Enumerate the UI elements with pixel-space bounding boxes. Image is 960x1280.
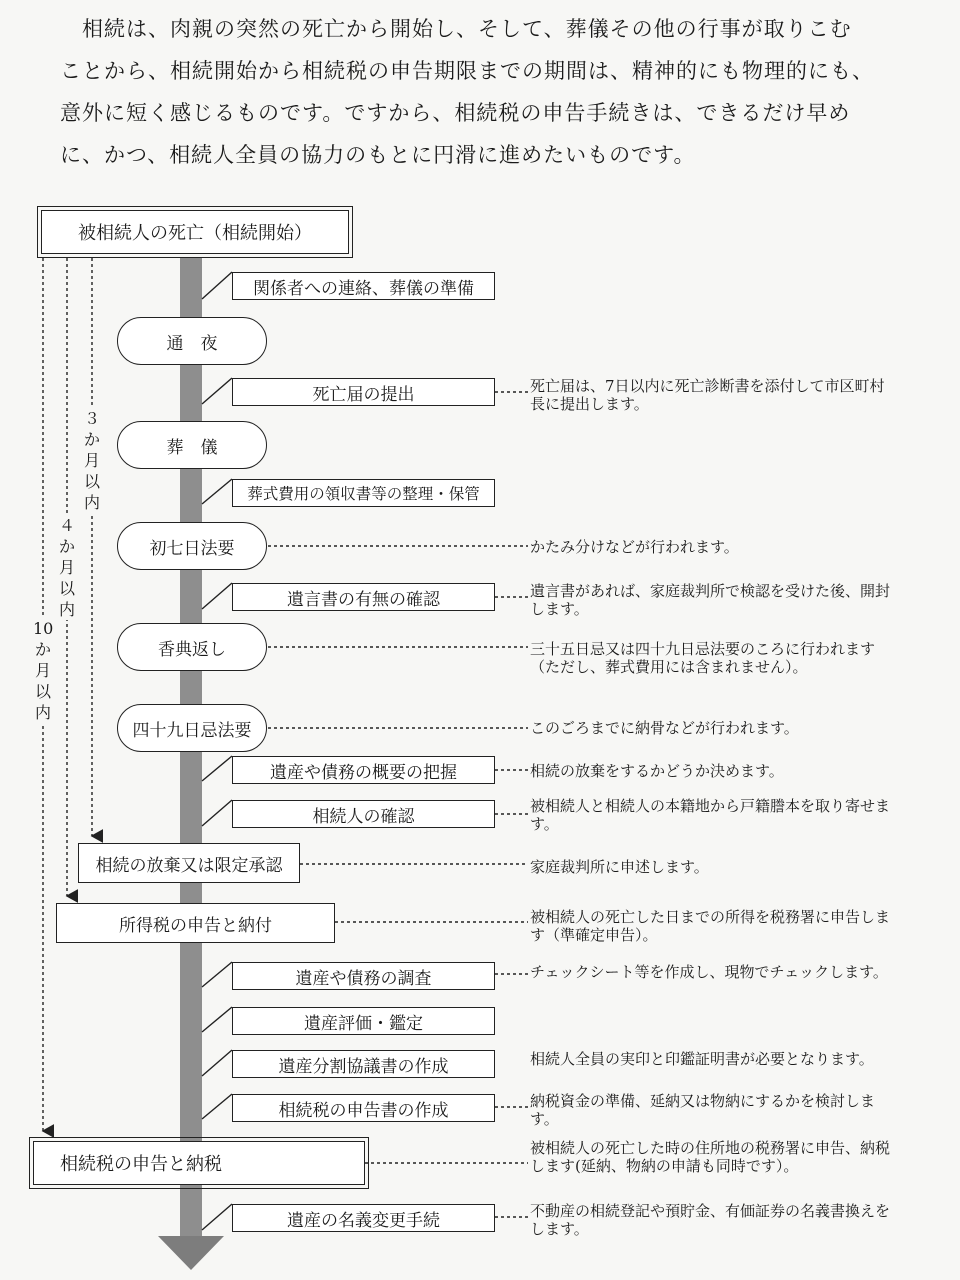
note-title-transfer: 不動産の相続登記や預貯金、有価証券の名義書換えをします。 bbox=[530, 1202, 891, 1238]
event-valuation-box: 遺産評価・鑑定 bbox=[232, 1007, 495, 1035]
note-shijukunichi: このごろまでに納骨などが行われます。 bbox=[530, 719, 799, 737]
note-income-tax: 被相続人の死亡した日までの所得を税務署に申告します（準確定申告）。 bbox=[530, 908, 891, 944]
event-receipts-box: 葬式費用の領収書等の整理・保管 bbox=[232, 479, 495, 507]
note-shonanoka: かたみ分けなどが行われます。 bbox=[530, 538, 739, 556]
event-will-check-box: 遺言書の有無の確認 bbox=[232, 583, 495, 611]
note-death-notice: 死亡届は、7日以内に死亡診断書を添付して市区町村長に提出します。 bbox=[530, 377, 885, 413]
event-income-tax-box: 所得税の申告と納付 bbox=[56, 903, 335, 943]
event-death-notice-box: 死亡届の提出 bbox=[232, 378, 495, 406]
event-koden-pill: 香典返し bbox=[117, 623, 267, 671]
event-estate-survey-box: 遺産や債務の調査 bbox=[232, 962, 495, 990]
event-funeral-pill: 葬 儀 bbox=[117, 421, 267, 469]
start-box: 被相続人の死亡（相続開始） bbox=[41, 210, 349, 254]
event-heir-check-box: 相続人の確認 bbox=[232, 800, 495, 828]
event-renounce-box: 相続の放棄又は限定承認 bbox=[78, 843, 300, 883]
event-division-box: 遺産分割協議書の作成 bbox=[232, 1050, 495, 1078]
note-renounce: 家庭裁判所に申述します。 bbox=[530, 858, 709, 876]
note-division: 相続人全員の実印と印鑑証明書が必要となります。 bbox=[530, 1050, 874, 1068]
intro-line: 相続は、肉親の突然の死亡から開始し、そして、葬儀その他の行事が取りこむ bbox=[82, 17, 852, 41]
event-contact-box: 関係者への連絡、葬儀の準備 bbox=[232, 272, 495, 300]
deadline-label-3-months: ３か月以内 bbox=[83, 409, 100, 512]
intro-line: ことから、相続開始から相続税の申告期限までの期間は、精神的にも物理的にも、 bbox=[60, 59, 874, 83]
note-estate-overview: 相続の放棄をするかどうか決めます。 bbox=[530, 762, 784, 780]
deadline-label-4-months: ４か月以内 bbox=[58, 516, 75, 619]
event-estate-overview-box: 遺産や債務の概要の把握 bbox=[232, 756, 495, 784]
event-inheritance-tax-box: 相続税の申告と納税 bbox=[33, 1141, 365, 1185]
event-tsuya-pill: 通 夜 bbox=[117, 317, 267, 365]
note-estate-survey: チェックシート等を作成し、現物でチェックします。 bbox=[530, 963, 888, 981]
note-koden: 三十五日忌又は四十九日忌法要のころに行われます（ただし、葬式費用には含まれません）。 bbox=[530, 640, 876, 676]
note-heir-check: 被相続人と相続人の本籍地から戸籍謄本を取り寄せます。 bbox=[530, 797, 891, 833]
note-inheritance-tax: 被相続人の死亡した時の住所地の税務署に申告、納税します(延納、物納の申請も同時です）。 bbox=[530, 1139, 891, 1175]
event-return-prep-box: 相続税の申告書の作成 bbox=[232, 1094, 495, 1122]
intro-line: 意外に短く感じるものです。ですから、相続税の申告手続きは、できるだけ早め bbox=[60, 101, 851, 125]
deadline-label-10-months: 10か月以内 bbox=[33, 619, 54, 722]
note-will-check: 遺言書があれば、家庭裁判所で検認を受けた後、開封します。 bbox=[530, 582, 891, 618]
event-title-transfer-box: 遺産の名義変更手続 bbox=[232, 1204, 495, 1232]
event-shonanoka-pill: 初七日法要 bbox=[117, 522, 267, 570]
intro-line: に、かつ、相続人全員の協力のもとに円滑に進めたいものです。 bbox=[60, 143, 696, 167]
event-shijukunichi-pill: 四十九日忌法要 bbox=[117, 704, 267, 752]
note-return-prep: 納税資金の準備、延納又は物納にするかを検討します。 bbox=[530, 1092, 876, 1128]
